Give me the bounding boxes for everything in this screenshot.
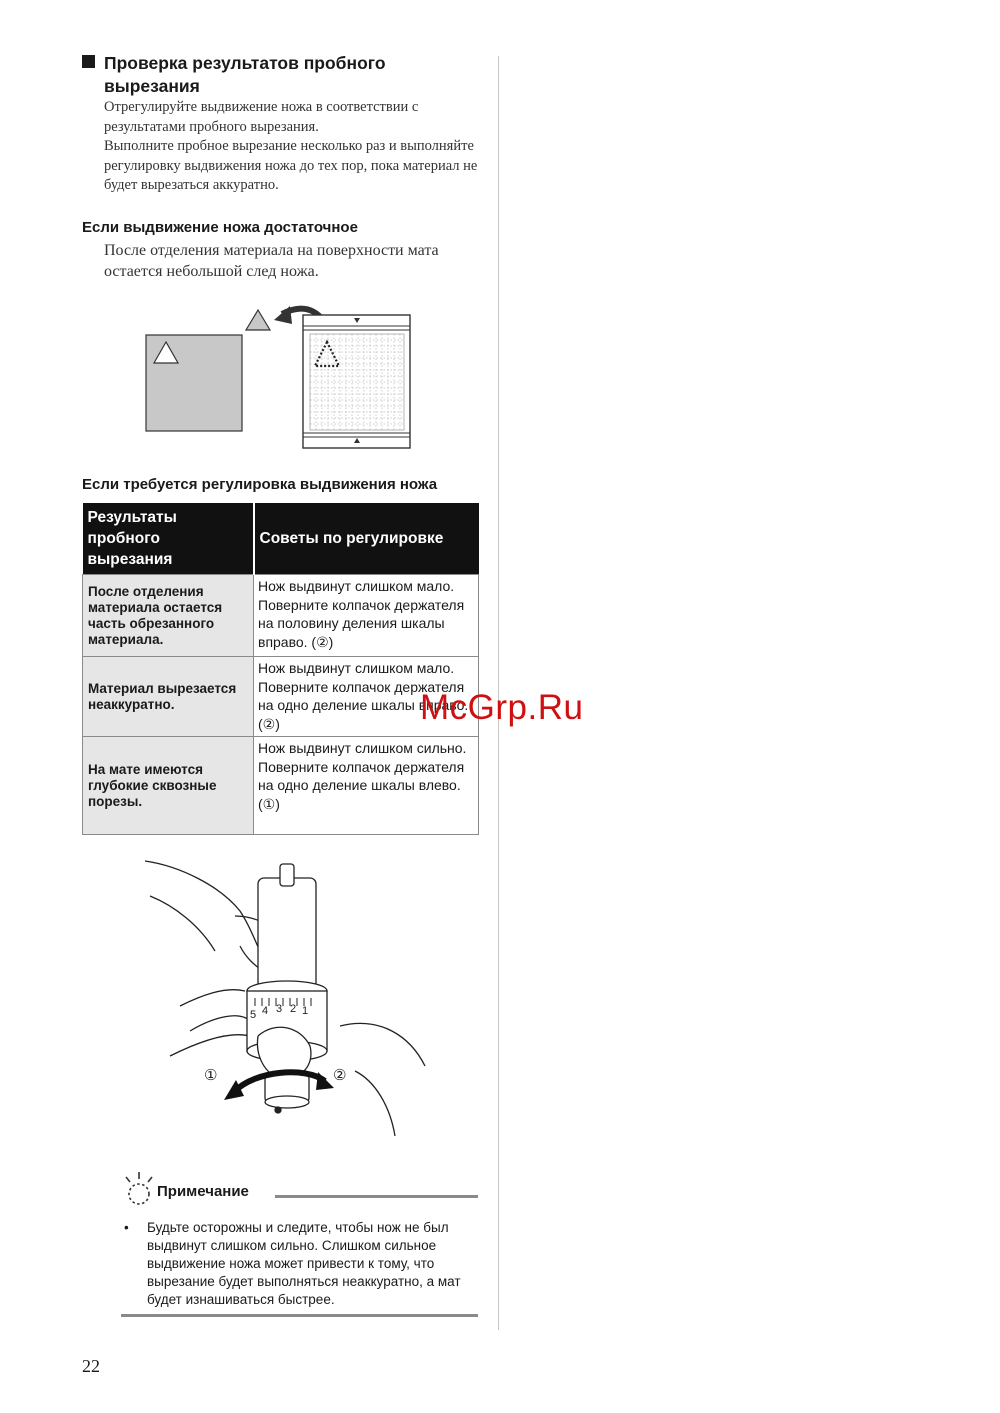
intro-paragraph-2: Выполните пробное вырезание несколько раз и выполняйте регулировку выдвижения ножа до тех пор, пока материал не будет вырезаться аккуратно. — [104, 138, 478, 193]
cut-piece-triangle — [246, 310, 270, 330]
label-left: ① — [204, 1066, 218, 1084]
label-right: ② — [333, 1066, 347, 1084]
section-intro — [104, 98, 494, 196]
mat-illustration — [140, 290, 430, 455]
scale-number: 5 — [250, 1009, 257, 1021]
advice-cell: Нож выдвинут слишком мало. Поверните колпачок держателя на одно деление шкалы вправо. (②) — [254, 657, 479, 737]
intro-paragraph-1: Отрегулируйте выдвижение ножа в соответствии с результатами пробного вырезания. — [104, 99, 419, 135]
hand-upper-finger — [180, 990, 245, 1006]
watermark: McGrp.Ru — [420, 688, 584, 727]
holder-body — [258, 878, 316, 988]
header-results: Результаты пробного вырезания — [83, 503, 254, 575]
note-lightbulb-icon — [120, 1170, 156, 1210]
cut-material-square — [146, 335, 242, 431]
result-cell: Материал вырезается неаккуратно. — [83, 657, 254, 737]
dial-illustration — [140, 856, 430, 1156]
advice-cell: Нож выдвинут слишком сильно. Поверните колпачок держателя на одно деление шкалы влево. (①) — [254, 737, 479, 835]
subheading-adjust: Если требуется регулировка выдвижения ножа — [82, 476, 438, 493]
note-bullet: • — [124, 1220, 129, 1235]
adjustment-table — [82, 503, 479, 835]
page-number: 22 — [82, 1356, 100, 1376]
note-title-rule — [275, 1195, 478, 1198]
hand-upper-outline — [145, 861, 260, 951]
table-row — [83, 737, 479, 835]
arrow-head-icon — [274, 306, 292, 324]
result-cell: На мате имеются глубокие сквозные порезы. — [83, 737, 254, 835]
sufficient-text: После отделения материала на поверхности мата остается небольшой след ножа. — [104, 242, 439, 280]
advice-cell: Нож выдвинут слишком мало. Поверните колпачок держателя на половину деления шкалы вправо. (②) — [254, 575, 479, 657]
scale-number: 3 — [276, 1003, 283, 1015]
hand-upper-palm — [150, 896, 215, 951]
result-cell: После отделения материала остается часть обрезанного материала. — [83, 575, 254, 657]
scale-number: 1 — [302, 1005, 309, 1017]
rotate-right-arrow-icon — [316, 1072, 334, 1090]
square-bullet-icon — [82, 55, 95, 68]
note-bottom-rule — [121, 1314, 478, 1317]
scale-number: 2 — [290, 1003, 297, 1015]
header-advice: Советы по регулировке — [254, 503, 479, 575]
holder-top — [280, 864, 294, 886]
section-title: Проверка результатов пробного вырезания — [82, 52, 492, 98]
note-text: Будьте осторожны и следите, чтобы нож не был выдвинут слишком сильно. Слишком сильное выдвижение ножа может привести к тому, что вырезание будет выполняться неаккуратно, а мат будет изнашиваться быстрее. — [147, 1220, 461, 1307]
table-header-row — [83, 503, 479, 575]
cutting-mat — [303, 315, 410, 448]
note-title: Примечание — [157, 1183, 249, 1200]
subheading-sufficient: Если выдвижение ножа достаточное — [82, 219, 358, 236]
table-row — [83, 575, 479, 657]
hand-lower-outline — [340, 1023, 425, 1136]
scale-number: 4 — [262, 1005, 269, 1017]
